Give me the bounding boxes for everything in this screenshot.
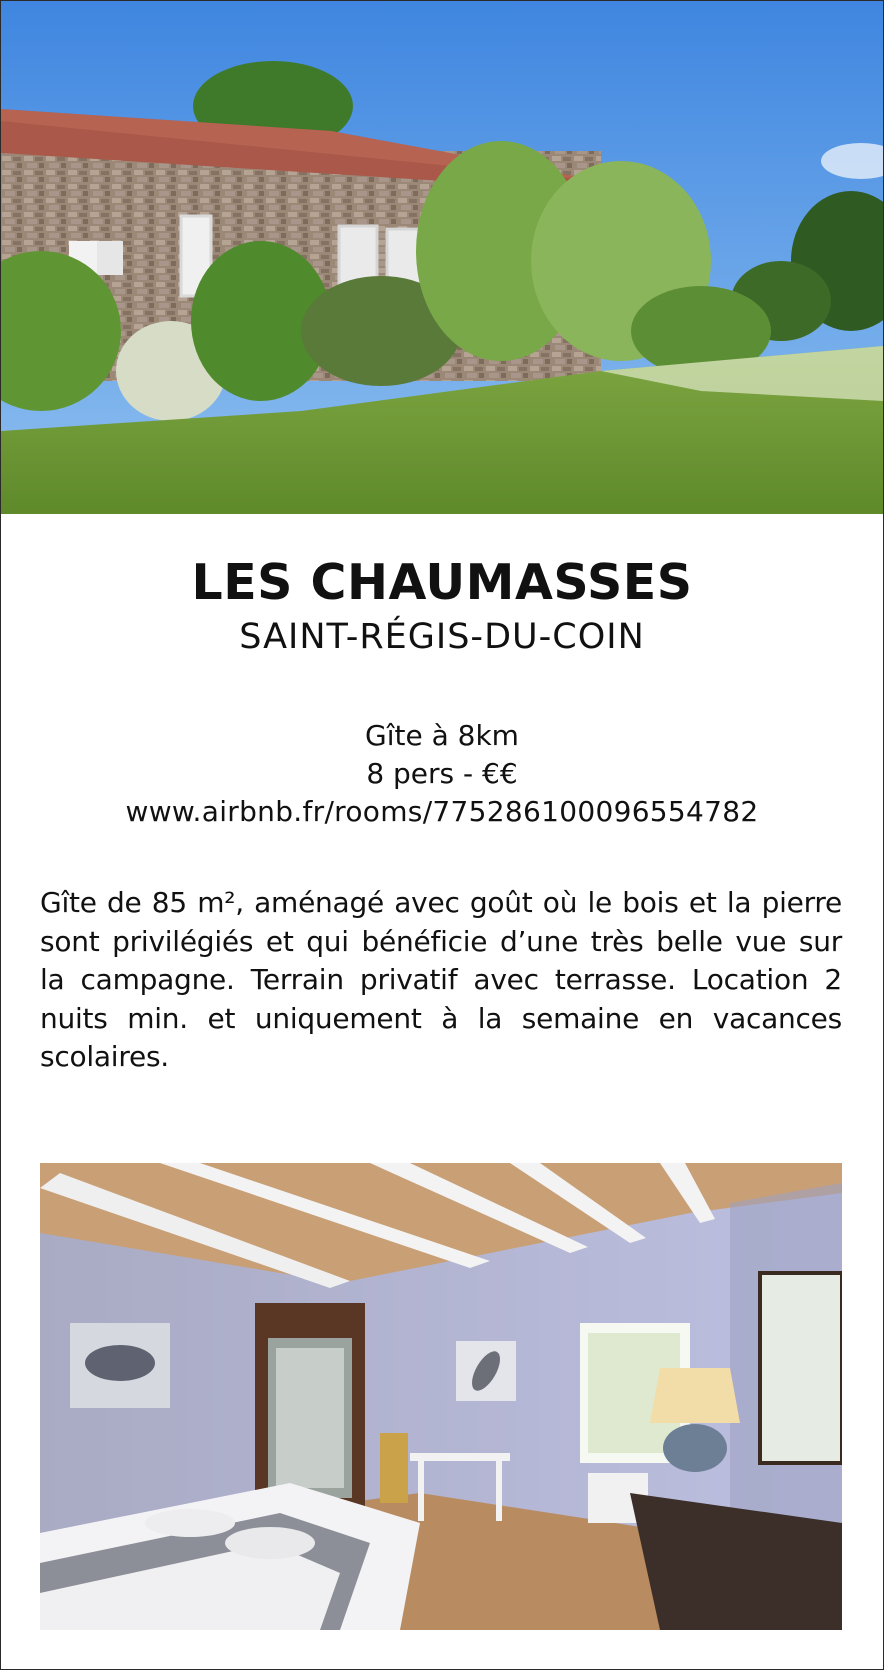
- listing-facts: [1, 717, 883, 831]
- listing-description: Gîte de 85 m², aménagé avec goût où le bois et la pierre sont privilégiés et qui bénéficie d’une très belle vue sur la campagne. Terrain privatif avec terrasse. Location 2 nuits min. et uniquement à la semaine en vacances scolaires.: [40, 886, 842, 1073]
- listing-title: LES CHAUMASSES: [191, 554, 693, 611]
- capacity-price: 8 pers - €€: [366, 757, 518, 790]
- listing-location: SAINT-RÉGIS-DU-COIN: [239, 617, 645, 657]
- interior-photo: [40, 1163, 842, 1630]
- type-distance: Gîte à 8km: [365, 719, 519, 752]
- listing-url-link[interactable]: www.airbnb.fr/rooms/775286100096554782: [125, 795, 759, 828]
- exterior-photo: [1, 1, 883, 514]
